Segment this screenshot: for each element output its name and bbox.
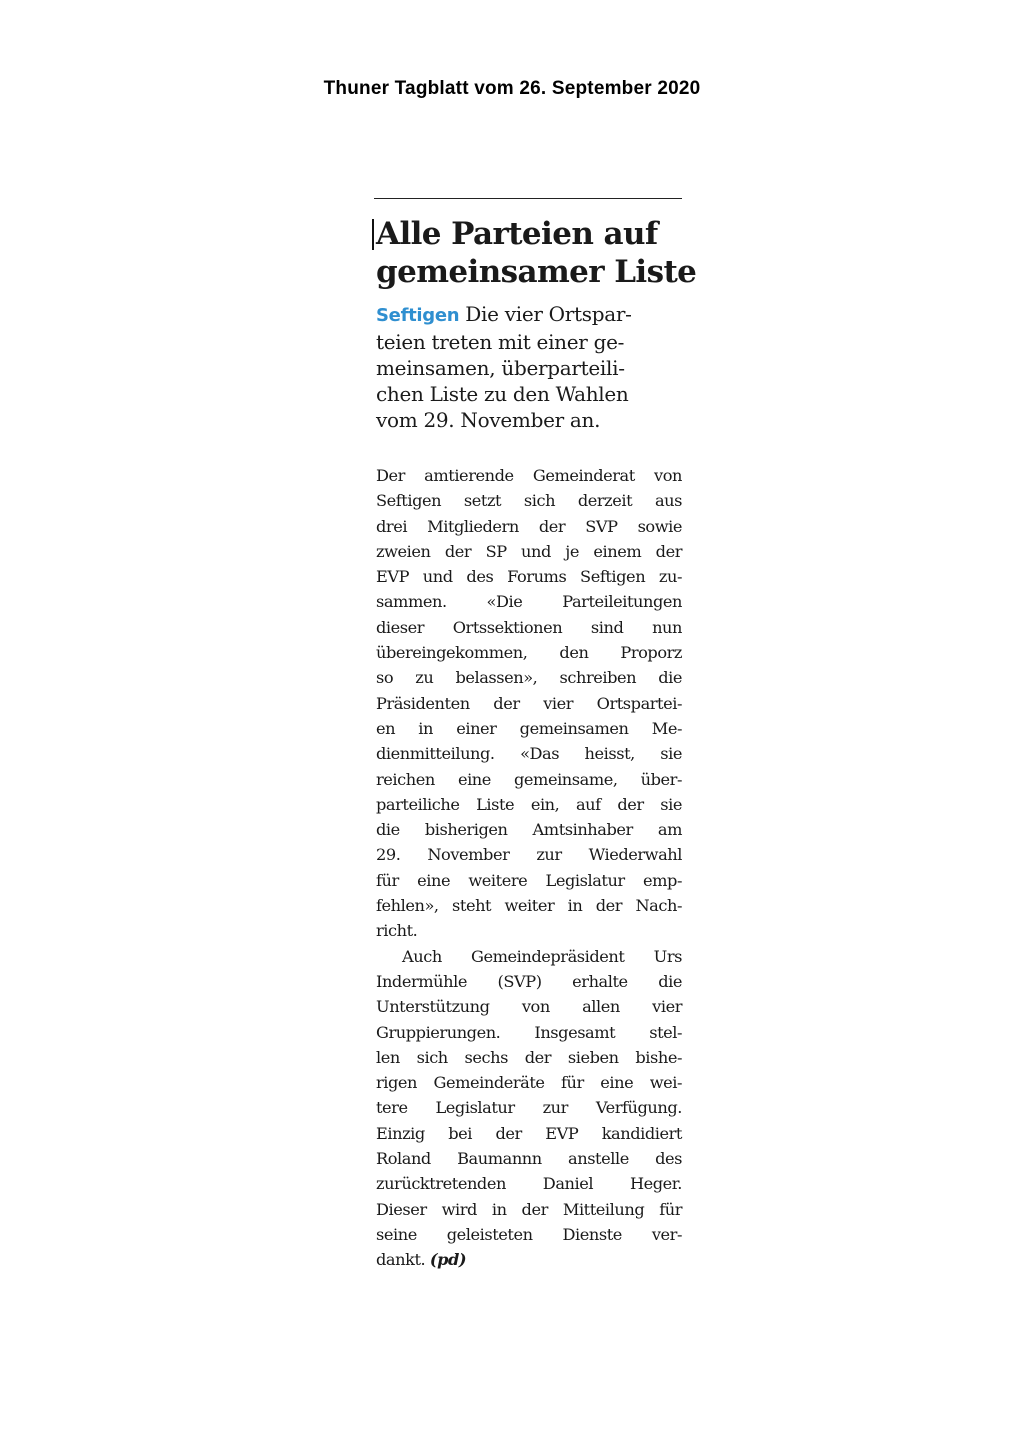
body-line: dienmitteilung. «Das heisst, sie	[376, 744, 682, 764]
body-line: richt.	[376, 921, 418, 941]
lead-paragraph	[374, 301, 682, 433]
kicker-location: Seftigen	[376, 305, 460, 326]
body-line: dieser Ortssektionen sind nun	[376, 617, 682, 637]
body-line: rigen Gemeinderäte für eine wei-	[376, 1073, 682, 1093]
body-line: Auch Gemeindepräsident Urs	[402, 946, 682, 966]
body-line: parteiliche Liste ein, auf der sie	[376, 794, 682, 814]
body-line: zurücktretenden Daniel Heger.	[376, 1174, 682, 1194]
body-line: Gruppierungen. Insgesamt stel-	[376, 1022, 682, 1042]
body-line: Unterstützung von allen vier	[376, 997, 682, 1017]
body-line-final	[376, 1247, 682, 1272]
body-line: reichen eine gemeinsame, über-	[376, 769, 682, 789]
body-line: fehlen», steht weiter in der Nach-	[376, 896, 682, 916]
body-line: übereingekommen, den Proporz	[376, 643, 682, 663]
body-line: tere Legislatur zur Verfügung.	[376, 1098, 682, 1118]
body-line: für eine weitere Legislatur emp-	[376, 870, 682, 890]
body-line: Der amtierende Gemeinderat von	[376, 466, 682, 485]
headline-line: Alle Parteien auf	[376, 216, 658, 252]
body-line: Seftigen setzt sich derzeit aus	[376, 491, 682, 511]
body-line: 29. November zur Wiederwahl	[376, 845, 682, 865]
source-caption: Thuner Tagblatt vom 26. September 2020	[323, 78, 701, 99]
body-line: drei Mitgliedern der SVP sowie	[376, 516, 682, 536]
lead-line: meinsamen, überparteili-	[376, 356, 625, 380]
article-body	[374, 463, 682, 1273]
top-rule	[374, 198, 682, 199]
body-final-text: dankt.	[376, 1250, 426, 1270]
lead-text: Die vier Ortspar-	[465, 302, 632, 326]
body-line: EVP und des Forums Seftigen zu-	[376, 567, 682, 587]
lead-line: vom 29. November an.	[376, 408, 601, 432]
body-line: en in einer gemeinsamen Me-	[376, 718, 682, 738]
body-line: sammen. «Die Parteileitungen	[376, 592, 682, 612]
lead-line: teien treten mit einer ge-	[376, 330, 625, 354]
body-line: so zu belassen», schreiben die	[376, 668, 682, 688]
body-line: Präsidenten der vier Ortspartei-	[376, 693, 682, 713]
body-line: seine geleisteten Dienste ver-	[376, 1224, 682, 1244]
lead-line	[376, 301, 682, 329]
body-line: len sich sechs der sieben bishe-	[376, 1047, 682, 1067]
body-line: Einzig bei der EVP kandidiert	[376, 1123, 682, 1143]
headline-line: gemeinsamer Liste	[376, 254, 697, 290]
body-line: Roland Baumannn anstelle des	[376, 1149, 682, 1169]
body-line: Dieser wird in der Mitteilung für	[376, 1199, 682, 1219]
article	[374, 198, 697, 1273]
byline: (pd)	[429, 1250, 467, 1270]
body-line: die bisherigen Amtsinhaber am	[376, 820, 682, 840]
lead-line: chen Liste zu den Wahlen	[376, 382, 629, 406]
body-line: Indermühle (SVP) erhalte die	[376, 971, 682, 991]
body-line: zweien der SP und je einem der	[376, 541, 682, 561]
headline	[374, 215, 697, 291]
text-cursor	[372, 219, 374, 250]
